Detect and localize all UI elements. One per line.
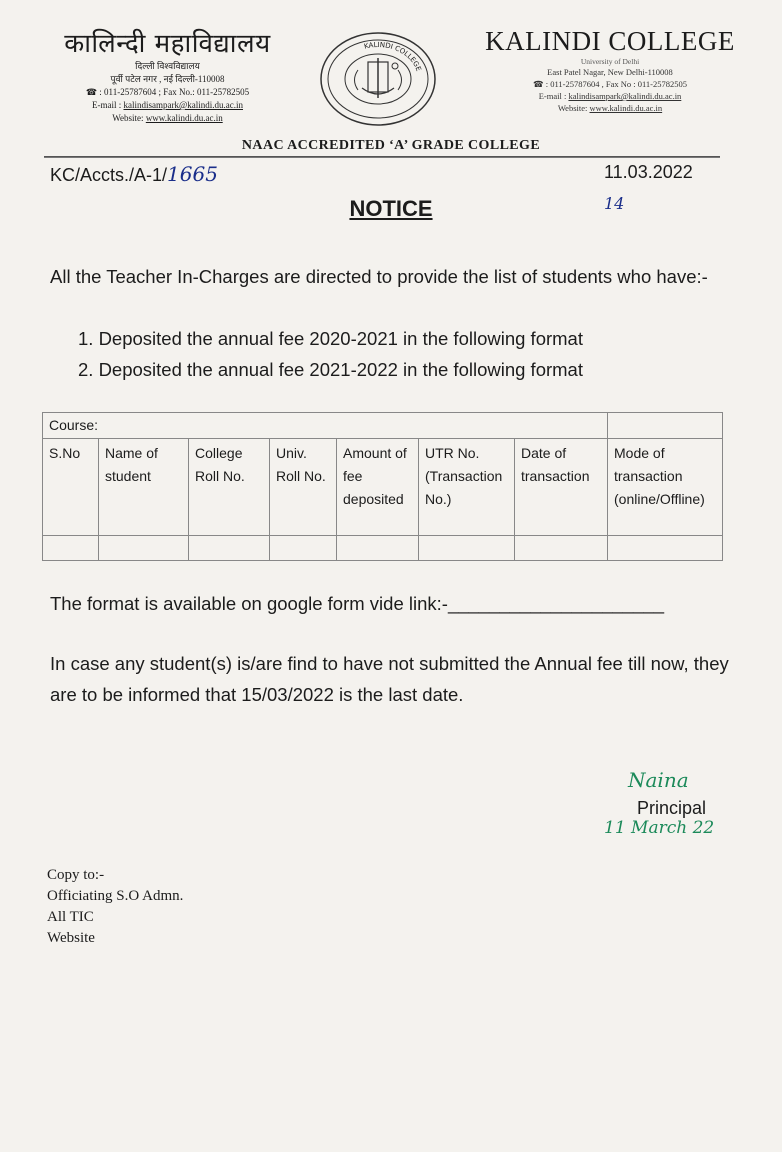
copy-recipient: All TIC (47, 909, 94, 925)
address-english: East Patel Nagar, New Delhi-110008 (547, 67, 673, 77)
fee-format-table (42, 412, 723, 561)
table-cell[interactable] (337, 536, 419, 561)
table-cell[interactable] (99, 536, 189, 561)
intro-paragraph: All the Teacher In-Charges are directed to provide the list of students who have:- (50, 266, 708, 287)
table-cell[interactable] (608, 536, 723, 561)
date-handwritten: 14 (604, 194, 625, 213)
signatory-designation: Principal (637, 798, 707, 818)
table-cell[interactable] (270, 536, 337, 561)
table-cell[interactable] (515, 536, 608, 561)
university-hindi: दिल्ली विश्वविद्यालय (135, 61, 200, 71)
table-header-row (43, 439, 723, 536)
header-divider (44, 156, 720, 158)
email-link[interactable]: kalindisampark@kalindi.du.ac.in (568, 91, 682, 101)
list-item: 1. Deposited the annual fee 2020-2021 in the following format (78, 328, 583, 349)
letterhead-english (480, 26, 740, 114)
copy-to-label: Copy to:- (47, 867, 105, 883)
table-cell[interactable] (43, 536, 99, 561)
email-line-english (480, 90, 740, 102)
phone-english: ☎ : 011-25787604 , Fax No : 011-25782505 (533, 79, 687, 89)
website-label: Website: (112, 113, 146, 123)
copy-to-block (47, 865, 183, 949)
email-label: E-mail : (538, 91, 569, 101)
table-row-course (43, 413, 723, 439)
column-header: Mode of transaction (online/Offline) (608, 439, 723, 536)
college-seal-logo (318, 30, 438, 128)
notice-title: NOTICE (349, 196, 433, 221)
signature-date-handwritten: 11 March 22 (604, 818, 715, 838)
column-header: Univ. Roll No. (270, 439, 337, 536)
email-line-hindi (40, 99, 295, 112)
deadline-paragraph: In case any student(s) is/are find to have not submitted the Annual fee till now, they are to be informed that 15/03/2022 is the last date. (50, 653, 729, 705)
column-header: Date of transaction (515, 439, 608, 536)
list-item: 2. Deposited the annual fee 2021-2022 in the following format (78, 359, 583, 380)
instruction-list (78, 323, 583, 385)
website-line-hindi (40, 112, 295, 125)
course-cell: Course: (43, 413, 608, 439)
website-label: Website: (557, 103, 590, 113)
college-name-hindi: कालिन्दी महाविद्यालय (64, 29, 271, 59)
column-header: Amount of fee deposited (337, 439, 419, 536)
notice-date: 11.03.2022 (604, 162, 693, 182)
address-hindi: पूर्वी पटेल नगर , नई दिल्ली-110008 (110, 74, 225, 84)
reference-printed: KC/Accts./A-1/ (50, 165, 168, 185)
svg-text:KALINDI COLLEGE: KALINDI COLLEGE (363, 40, 423, 73)
reference-number (50, 162, 218, 186)
email-label: E-mail : (91, 100, 124, 110)
course-cell-empty (608, 413, 723, 439)
google-form-line: The format is available on google form vide link:-_____________________ (50, 593, 665, 614)
college-name-english: KALINDI COLLEGE (485, 26, 735, 56)
column-header: College Roll No. (189, 439, 270, 536)
table-cell[interactable] (419, 536, 515, 561)
column-header: UTR No. (Transaction No.) (419, 439, 515, 536)
table-cell[interactable] (189, 536, 270, 561)
column-header: S.No (43, 439, 99, 536)
website-link[interactable]: www.kalindi.du.ac.in (589, 103, 663, 113)
column-header: Name of student (99, 439, 189, 536)
phone-hindi: ☎ : 011-25787604 ; Fax No.: 011-25782505 (85, 87, 250, 97)
copy-recipient: Officiating S.O Admn. (47, 888, 184, 904)
signature-handwritten: Naina (628, 768, 689, 792)
website-link[interactable]: www.kalindi.du.ac.in (145, 113, 223, 123)
accreditation-line: NAAC ACCREDITED ‘A’ GRADE COLLEGE (241, 138, 541, 153)
university-english: University of Delhi (580, 57, 640, 66)
reference-handwritten: 1665 (167, 162, 218, 186)
email-link[interactable]: kalindisampark@kalindi.du.ac.in (123, 100, 243, 110)
table-row (43, 536, 723, 561)
website-line-english (480, 102, 740, 114)
letterhead-hindi (40, 24, 295, 125)
copy-recipient: Website (47, 930, 95, 946)
